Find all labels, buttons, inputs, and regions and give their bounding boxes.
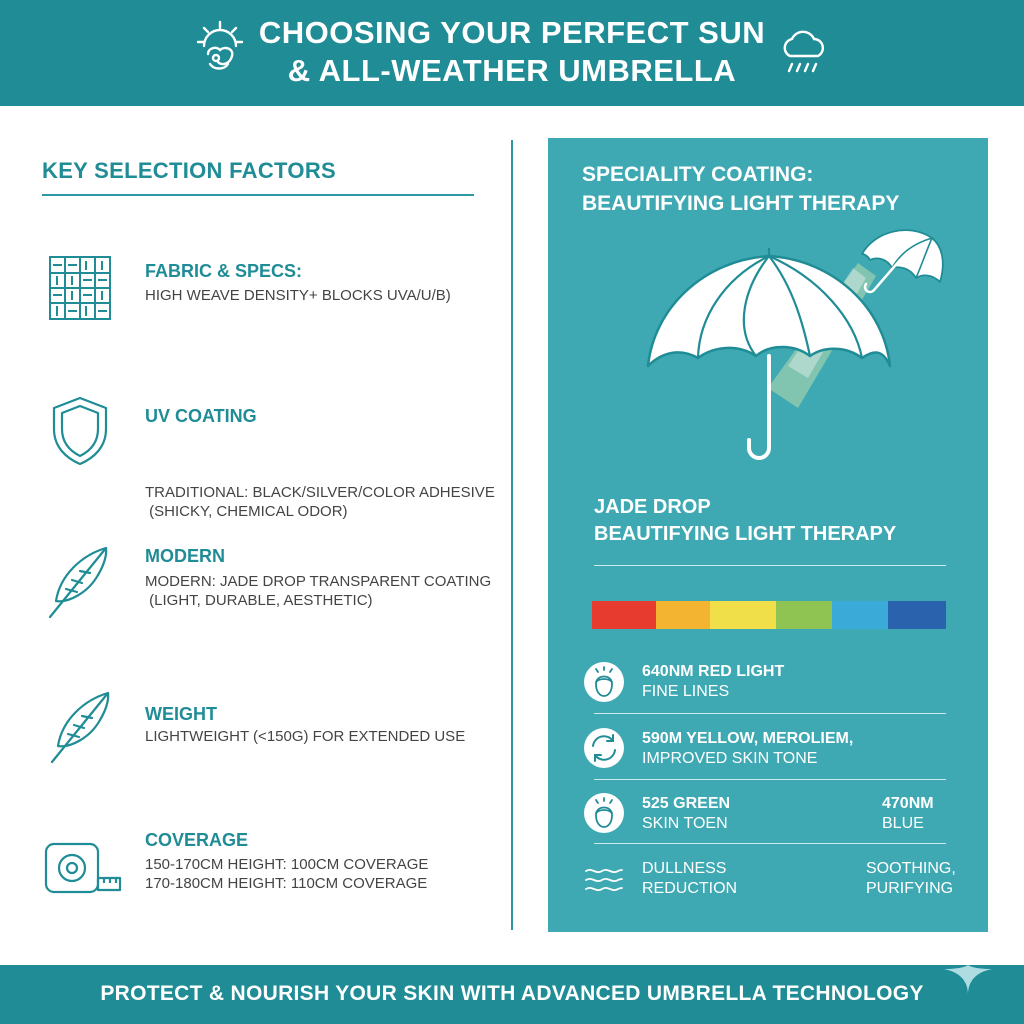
key-factors-heading: KEY SELECTION FACTORS <box>42 158 336 183</box>
row-red-line1: 640NM RED LIGHT <box>642 663 785 680</box>
row-soothing <box>866 859 956 899</box>
measuring-tape-icon <box>44 838 124 896</box>
shield-icon <box>50 395 110 467</box>
spectrum-blue <box>832 601 888 629</box>
jade-title-line2: BEAUTIFYING LIGHT THERAPY <box>594 523 897 545</box>
row-yellow-line1: 590M YELLOW, MEROLIEM, <box>642 730 854 747</box>
row-divider <box>594 779 946 780</box>
jade-title-line1: JADE DROP <box>594 496 711 518</box>
factor-uv-text-1: TRADITIONAL: BLACK/SILVER/COLOR ADHESIVE <box>145 484 495 501</box>
panel-divider <box>594 565 946 566</box>
row-dullness-line2: REDUCTION <box>642 880 738 897</box>
row-blue-line1: 470NM <box>882 795 934 812</box>
row-red-light <box>642 662 784 702</box>
cloud-rain-icon <box>776 24 832 80</box>
factor-coverage-text-2: 170-180CM HEIGHT: 110CM COVERAGE <box>145 875 428 892</box>
face-icon <box>582 791 626 835</box>
spectrum-red <box>592 601 656 629</box>
factor-uv-title: UV COATING <box>145 406 257 426</box>
row-divider <box>594 843 946 844</box>
feather-icon <box>46 690 116 765</box>
factor-uv-text-2: (SHICKY, CHEMICAL ODOR) <box>145 503 348 520</box>
page-title <box>0 14 1024 90</box>
factor-weight-text: LIGHTWEIGHT (<150G) FOR EXTENDED USE <box>145 728 466 745</box>
face-icon <box>582 660 626 704</box>
header-banner <box>0 0 1024 106</box>
row-green-light <box>642 794 730 834</box>
spectrum-yellow <box>710 601 776 629</box>
light-spectrum-bar <box>592 601 946 629</box>
spectrum-orange <box>656 601 710 629</box>
panel-title-line2: BEAUTIFYING LIGHT THERAPY <box>582 192 900 215</box>
row-soothing-line1: SOOTHING, <box>866 860 956 877</box>
sparkle-icon <box>940 965 996 997</box>
factor-fabric-title: FABRIC & SPECS: <box>145 261 303 281</box>
row-green-line2: SKIN TOEN <box>642 815 728 832</box>
page-title-line2: & ALL-WEATHER UMBRELLA <box>287 53 737 88</box>
jade-drop-title <box>594 494 896 548</box>
small-umbrella-icon <box>852 224 948 304</box>
row-dullness <box>642 859 737 899</box>
factor-modern-text-1: MODERN: JADE DROP TRANSPARENT COATING <box>145 573 492 590</box>
spectrum-indigo <box>888 601 946 629</box>
factor-weight-title: WEIGHT <box>145 704 217 724</box>
footer-banner <box>0 965 1024 1024</box>
feather-icon <box>44 545 114 620</box>
factor-fabric-text: HIGH WEAVE DENSITY+ BLOCKS UVA/U/B) <box>145 287 451 304</box>
row-blue-light <box>882 794 934 834</box>
footer-tagline: PROTECT & NOURISH YOUR SKIN WITH ADVANCED UMBRELLA TECHNOLOGY <box>100 982 924 1005</box>
row-red-line2: FINE LINES <box>642 683 730 700</box>
spectrum-green <box>776 601 832 629</box>
page-title-line1: CHOOSING YOUR PERFECT SUN <box>258 15 766 50</box>
factor-modern-title: MODERN <box>145 546 225 566</box>
row-yellow-light <box>642 729 853 769</box>
factor-modern-text-2: (LIGHT, DURABLE, AESTHETIC) <box>145 592 373 609</box>
fabric-weave-icon <box>48 255 112 321</box>
speciality-coating-panel <box>548 138 988 932</box>
panel-title <box>582 160 972 218</box>
row-blue-line2: BLUE <box>882 815 924 832</box>
factor-coverage-text-1: 150-170CM HEIGHT: 100CM COVERAGE <box>145 856 429 873</box>
waves-icon <box>584 865 624 895</box>
heading-divider <box>42 194 474 196</box>
row-dullness-line1: DULLNESS <box>642 860 727 877</box>
refresh-icon <box>582 726 626 770</box>
row-green-line1: 525 GREEN <box>642 795 731 812</box>
row-yellow-line2: IMPROVED SKIN TONE <box>642 750 818 767</box>
column-divider <box>511 140 513 930</box>
row-divider <box>594 713 946 714</box>
panel-title-line1: SPECIALITY COATING: <box>582 163 814 186</box>
factor-coverage-title: COVERAGE <box>145 830 249 850</box>
row-soothing-line2: PURIFYING <box>866 880 954 897</box>
